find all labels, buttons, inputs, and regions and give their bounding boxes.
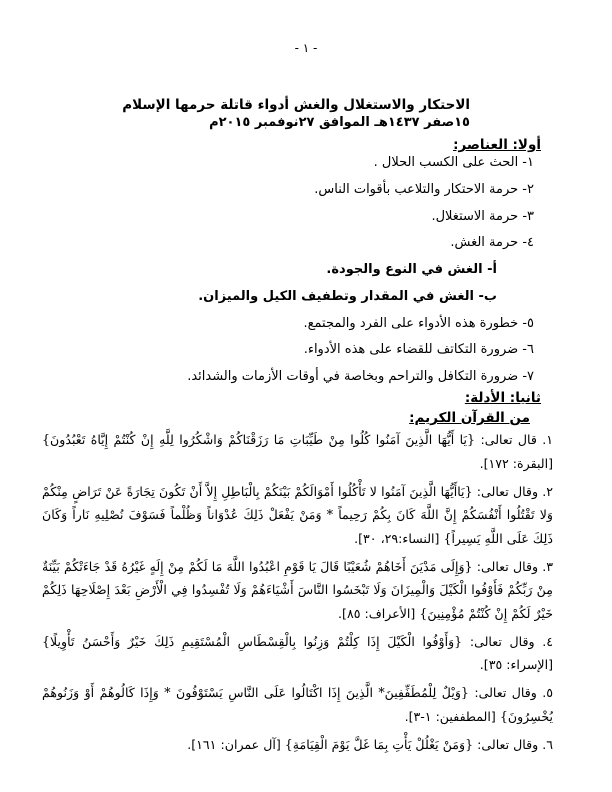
- list-item: ٢- حرمة الاحتكار والتلاعب بأقوات الناس.: [314, 181, 534, 197]
- verses-list: [42, 428, 553, 761]
- elements-heading: أولا: العناصر:: [453, 137, 541, 153]
- sub-list-item: ب- الغش في المقدار وتطفيف الكيل والميزان.: [198, 288, 497, 304]
- verse-reference: [آل عمران: ١٦١].: [187, 736, 281, 752]
- verse-paragraph: [42, 733, 553, 757]
- verse-reference: [الأعراف: ٨٥].: [338, 605, 416, 621]
- verse-quote: {وَأَوْفُوا الْكَيْلَ إِذَا كِلْتُمْ وَزِنُوا بِالْقِسْطَاسِ الْمُسْتَقِيمِ ذَلِكَ خَيْرٌ وَأَحْسَنُ تَأْوِيلًا}: [42, 633, 463, 649]
- document-header: [100, 96, 470, 132]
- verse-quote: {يَاأَيُّهَا الَّذِينَ آمَنُوا لا تَأْكُلُوا أَمْوَالَكُمْ بَيْنَكُمْ بِالْبَاطِلِ إِلاَّ أَنْ تَكُونَ تِجَارَةً عَنْ تَرَاضٍ مِنْكُمْ وَلا تَقْتُلُوا أَنْفُسَكُمْ إِنَّ اللَّهَ كَانَ بِكُمْ رَحِيماً * وَمَنْ يَفْعَلْ ذَلِكَ عُدْوَاناً وَظُلْماً فَسَوْفَ نُصْلِيهِ نَاراً وَكَانَ ذَلِكَ عَلَى اللَّهِ يَسِيراً}: [42, 483, 553, 546]
- verse-reference: [البقرة: ١٧٢].: [479, 455, 553, 471]
- verse-reference: [الإسراء: ٣٥].: [479, 657, 553, 672]
- verse-quote: {يَا أَيُّهَا الَّذِينَ آمَنُوا كُلُوا مِنْ طَيِّبَاتِ مَا رَزَقْنَاكُمْ وَاشْكُرُوا لِلَّهِ إِنْ كُنْتُمْ إِيَّاهُ تَعْبُدُونَ}: [42, 432, 476, 447]
- verse-lead: ٥. وقال تعالى:: [474, 685, 553, 700]
- verse-lead: ٣. وقال تعالى:: [476, 558, 553, 574]
- verse-paragraph: [42, 630, 553, 677]
- verse-quote: {وَمَنْ يَغْلُلْ يَأْتِ بِمَا غَلَّ يَوْمَ الْقِيَامَةِ}: [284, 736, 474, 752]
- verse-reference: [المطففين: ١-٣].: [404, 708, 496, 724]
- list-item: ٣- حرمة الاستغلال.: [431, 208, 534, 224]
- list-item: ٥- خطورة هذه الأدواء على الفرد والمجتمع.: [303, 315, 534, 331]
- verse-quote: {وَيْلٌ لِلْمُطَفِّفِينَ* الَّذِينَ إِذَا اكْتَالُوا عَلَى النَّاسِ يَسْتَوْفُونَ * وَإِذَا كَالُوهُمْ أَوْ وَزَنُوهُمْ يُخْسِرُونَ}: [42, 685, 553, 724]
- verse-reference: [النساء:٢٩، ٣٠].: [354, 530, 440, 546]
- verse-paragraph: [42, 428, 553, 475]
- date-line: ١٥صفر ١٤٣٧هـ الموافق ٢٧نوفمبر ٢٠١٥م: [209, 115, 470, 130]
- page-number: - ١ -: [294, 41, 318, 55]
- list-item: ١- الحث على الكسب الحلال .: [373, 155, 534, 170]
- evidence-heading: ثانيا: الأدلة:: [464, 390, 541, 406]
- verse-quote: {وَإِلَى مَدْيَنَ أَخَاهُمْ شُعَيْبًا قَالَ يَا قَوْمِ اعْبُدُوا اللَّهَ مَا لَكُمْ مِنْ إِلَهٍ غَيْرُهُ قَدْ جَاءَتْكُمْ بَيِّنَةٌ مِنْ رَبِّكُمْ فَأَوْفُوا الْكَيْلَ وَالْمِيزَانَ وَلَا تَبْخَسُوا النَّاسَ أَشْيَاءَهُمْ وَلَا تُفْسِدُوا فِي الْأَرْضِ بَعْدَ إِصْلَاحِهَا ذَلِكُمْ خَيْرٌ لَكُمْ إِنْ كُنْتُمْ مُؤْمِنِينَ}: [42, 558, 553, 621]
- verse-lead: ٦. وقال تعالى:: [477, 736, 553, 752]
- verse-lead: ٢. وقال تعالى:: [476, 483, 553, 499]
- list-item: ٦- ضرورة التكاتف للقضاء على هذه الأدواء.: [303, 342, 534, 358]
- verse-lead: ١. قال تعالى:: [480, 432, 554, 447]
- document-title: الاحتكار والاستغلال والغش أدواء قاتلة حرمها الإسلام: [122, 97, 470, 113]
- verse-paragraph: [42, 480, 553, 551]
- quran-heading: من القرآن الكريم:: [409, 410, 530, 426]
- sub-list-item: أ- الغش في النوع والجودة.: [326, 262, 497, 277]
- verse-paragraph: [42, 555, 553, 626]
- list-item: ٤- حرمة الغش.: [450, 235, 534, 251]
- elements-list: [40, 150, 534, 391]
- verse-lead: ٤. وقال تعالى:: [469, 633, 553, 649]
- list-item: ٧- ضرورة التكافل والتراحم وبخاصة في أوقات الأزمات والشدائد.: [187, 369, 534, 384]
- verse-paragraph: [42, 681, 553, 728]
